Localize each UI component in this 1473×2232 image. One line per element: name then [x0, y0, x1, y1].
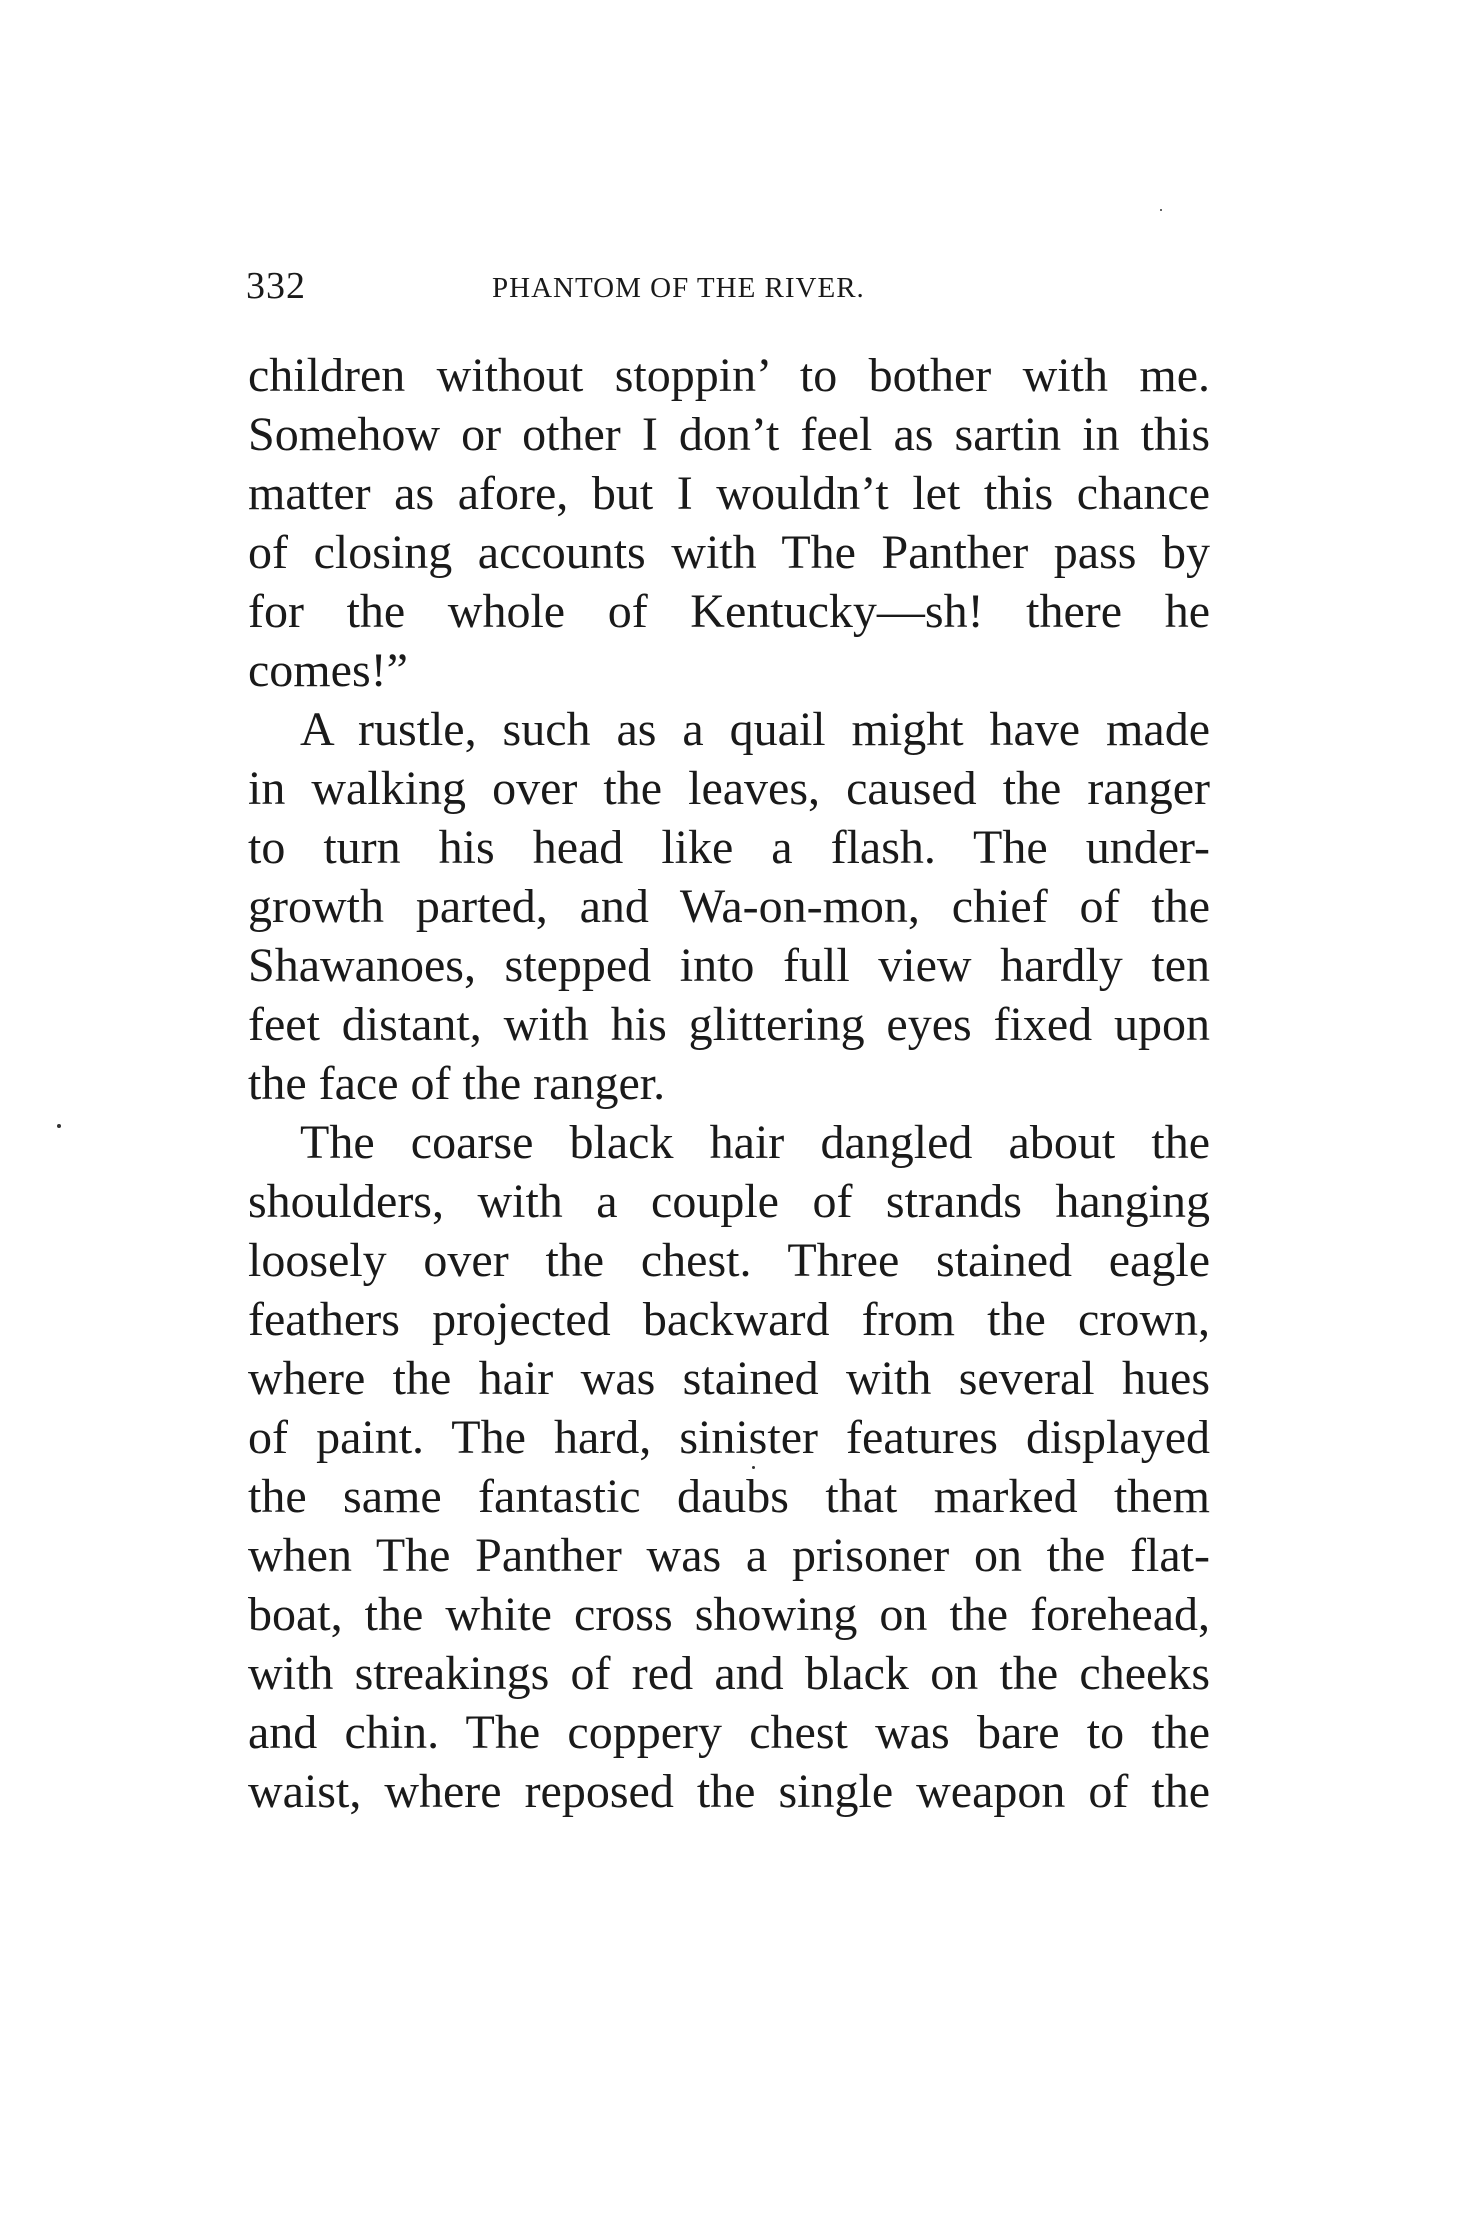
- running-title: PHANTOM OF THE RIVER.: [492, 272, 865, 304]
- text-line: Shawanoes, stepped into full view hardly ten: [248, 939, 1210, 992]
- page-number: 332: [246, 265, 306, 307]
- text-line: shoulders, with a couple of strands hanging: [248, 1175, 1210, 1228]
- text-line: when The Panther was a prisoner on the flat-: [248, 1529, 1210, 1582]
- text-line: feathers projected backward from the crown,: [248, 1293, 1210, 1346]
- text-line: of closing accounts with The Panther pass by: [248, 526, 1210, 579]
- text-line: children without stoppin’ to bother with me.: [248, 349, 1210, 402]
- paragraph: [248, 346, 1210, 700]
- scan-speck: [1160, 209, 1162, 211]
- paragraph: [248, 1113, 1210, 1821]
- text-line: matter as afore, but I wouldn’t let this chance: [248, 467, 1210, 520]
- text-line: loosely over the chest. Three stained eagle: [248, 1234, 1210, 1287]
- paragraph: [248, 700, 1210, 1113]
- body-text: [248, 346, 1210, 1821]
- text-line: The coarse black hair dangled about the: [300, 1116, 1210, 1169]
- text-line: A rustle, such as a quail might have made: [300, 703, 1210, 756]
- text-line: where the hair was stained with several hues: [248, 1352, 1210, 1405]
- text-line: waist, where reposed the single weapon of the: [248, 1765, 1210, 1818]
- text-line: in walking over the leaves, caused the ranger: [248, 762, 1210, 815]
- text-line: and chin. The coppery chest was bare to the: [248, 1706, 1210, 1759]
- scan-speck: [752, 1466, 755, 1469]
- text-line: boat, the white cross showing on the forehead,: [248, 1588, 1210, 1641]
- text-line: the face of the ranger.: [248, 1057, 666, 1110]
- text-line: with streakings of red and black on the cheeks: [248, 1647, 1210, 1700]
- text-line: for the whole of Kentucky—sh! there he: [248, 585, 1210, 638]
- text-line: comes!”: [248, 644, 408, 697]
- text-line: of paint. The hard, sinister features displayed: [248, 1411, 1210, 1464]
- running-head: [246, 264, 1206, 314]
- text-line: growth parted, and Wa-on-mon, chief of the: [248, 880, 1210, 933]
- text-line: Somehow or other I don’t feel as sartin in this: [248, 408, 1210, 461]
- text-line: feet distant, with his glittering eyes fixed upon: [248, 998, 1210, 1051]
- text-line: to turn his head like a flash. The under-: [248, 821, 1210, 874]
- scan-speck: [57, 1124, 61, 1128]
- text-line: the same fantastic daubs that marked them: [248, 1470, 1210, 1523]
